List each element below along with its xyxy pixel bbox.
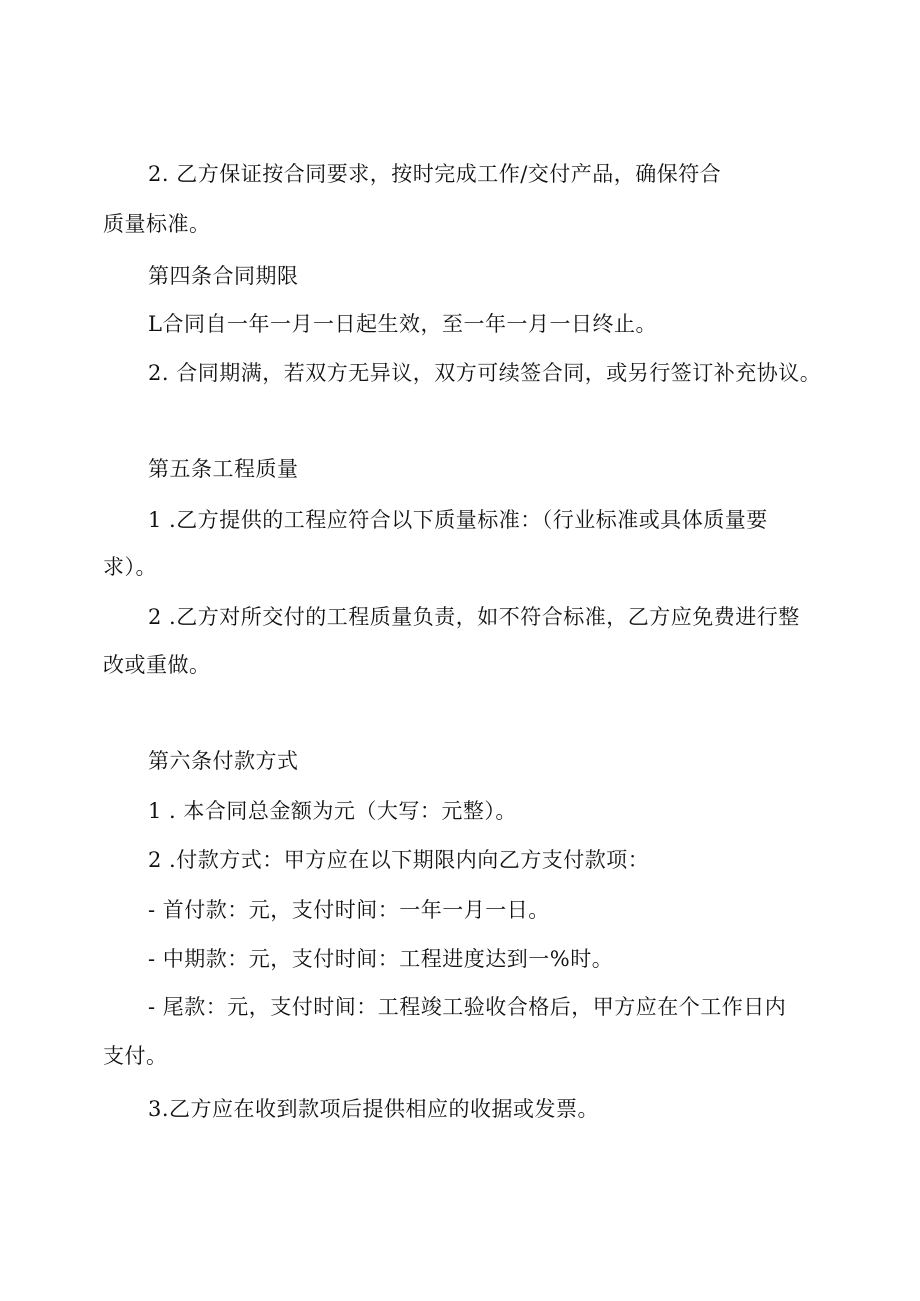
clause-5-item-1-line-2: 求）。 [103, 555, 157, 579]
payment-final-installment-line-2: 支付。 [103, 1044, 168, 1068]
payment-final-installment-line-1: - 尾款：元，支付时间：工程竣工验收合格后，甲方应在个工作日内 [148, 995, 787, 1019]
payment-first-installment: - 首付款：元，支付时间：一年一月一日。 [148, 898, 550, 922]
clause-6-item-3: 3.乙方应在收到款项后提供相应的收据或发票。 [148, 1097, 600, 1121]
clause-5-item-1-line-1: 1 .乙方提供的工程应符合以下质量标准：（行业标准或具体质量要 [148, 508, 768, 532]
clause-4-heading: 第四条合同期限 [148, 264, 299, 288]
clause-6-item-1: 1 . 本合同总金额为元（大写：元整）。 [148, 799, 517, 823]
clause-4-item-2: 2. 合同期满，若双方无异议，双方可续签合同，或另行签订补充协议。 [148, 361, 822, 385]
clause-3-item-2-line-1: 2. 乙方保证按合同要求，按时完成工作/交付产品，确保符合 [148, 162, 722, 186]
clause-6-item-2: 2 .付款方式：甲方应在以下期限内向乙方支付款项： [148, 848, 650, 872]
payment-interim-installment: - 中期款：元，支付时间：工程进度达到一%时。 [148, 947, 614, 971]
clause-6-heading: 第六条付款方式 [148, 749, 299, 773]
clause-4-item-1: L合同自一年一月一日起生效，至一年一月一日终止。 [148, 312, 657, 336]
clause-3-item-2-line-2: 质量标准。 [103, 212, 211, 236]
clause-5-item-2-line-2: 改或重做。 [103, 653, 211, 677]
clause-5-item-2-line-1: 2 .乙方对所交付的工程质量负责，如不符合标准，乙方应免费进行整 [148, 605, 800, 629]
clause-5-heading: 第五条工程质量 [148, 457, 299, 481]
